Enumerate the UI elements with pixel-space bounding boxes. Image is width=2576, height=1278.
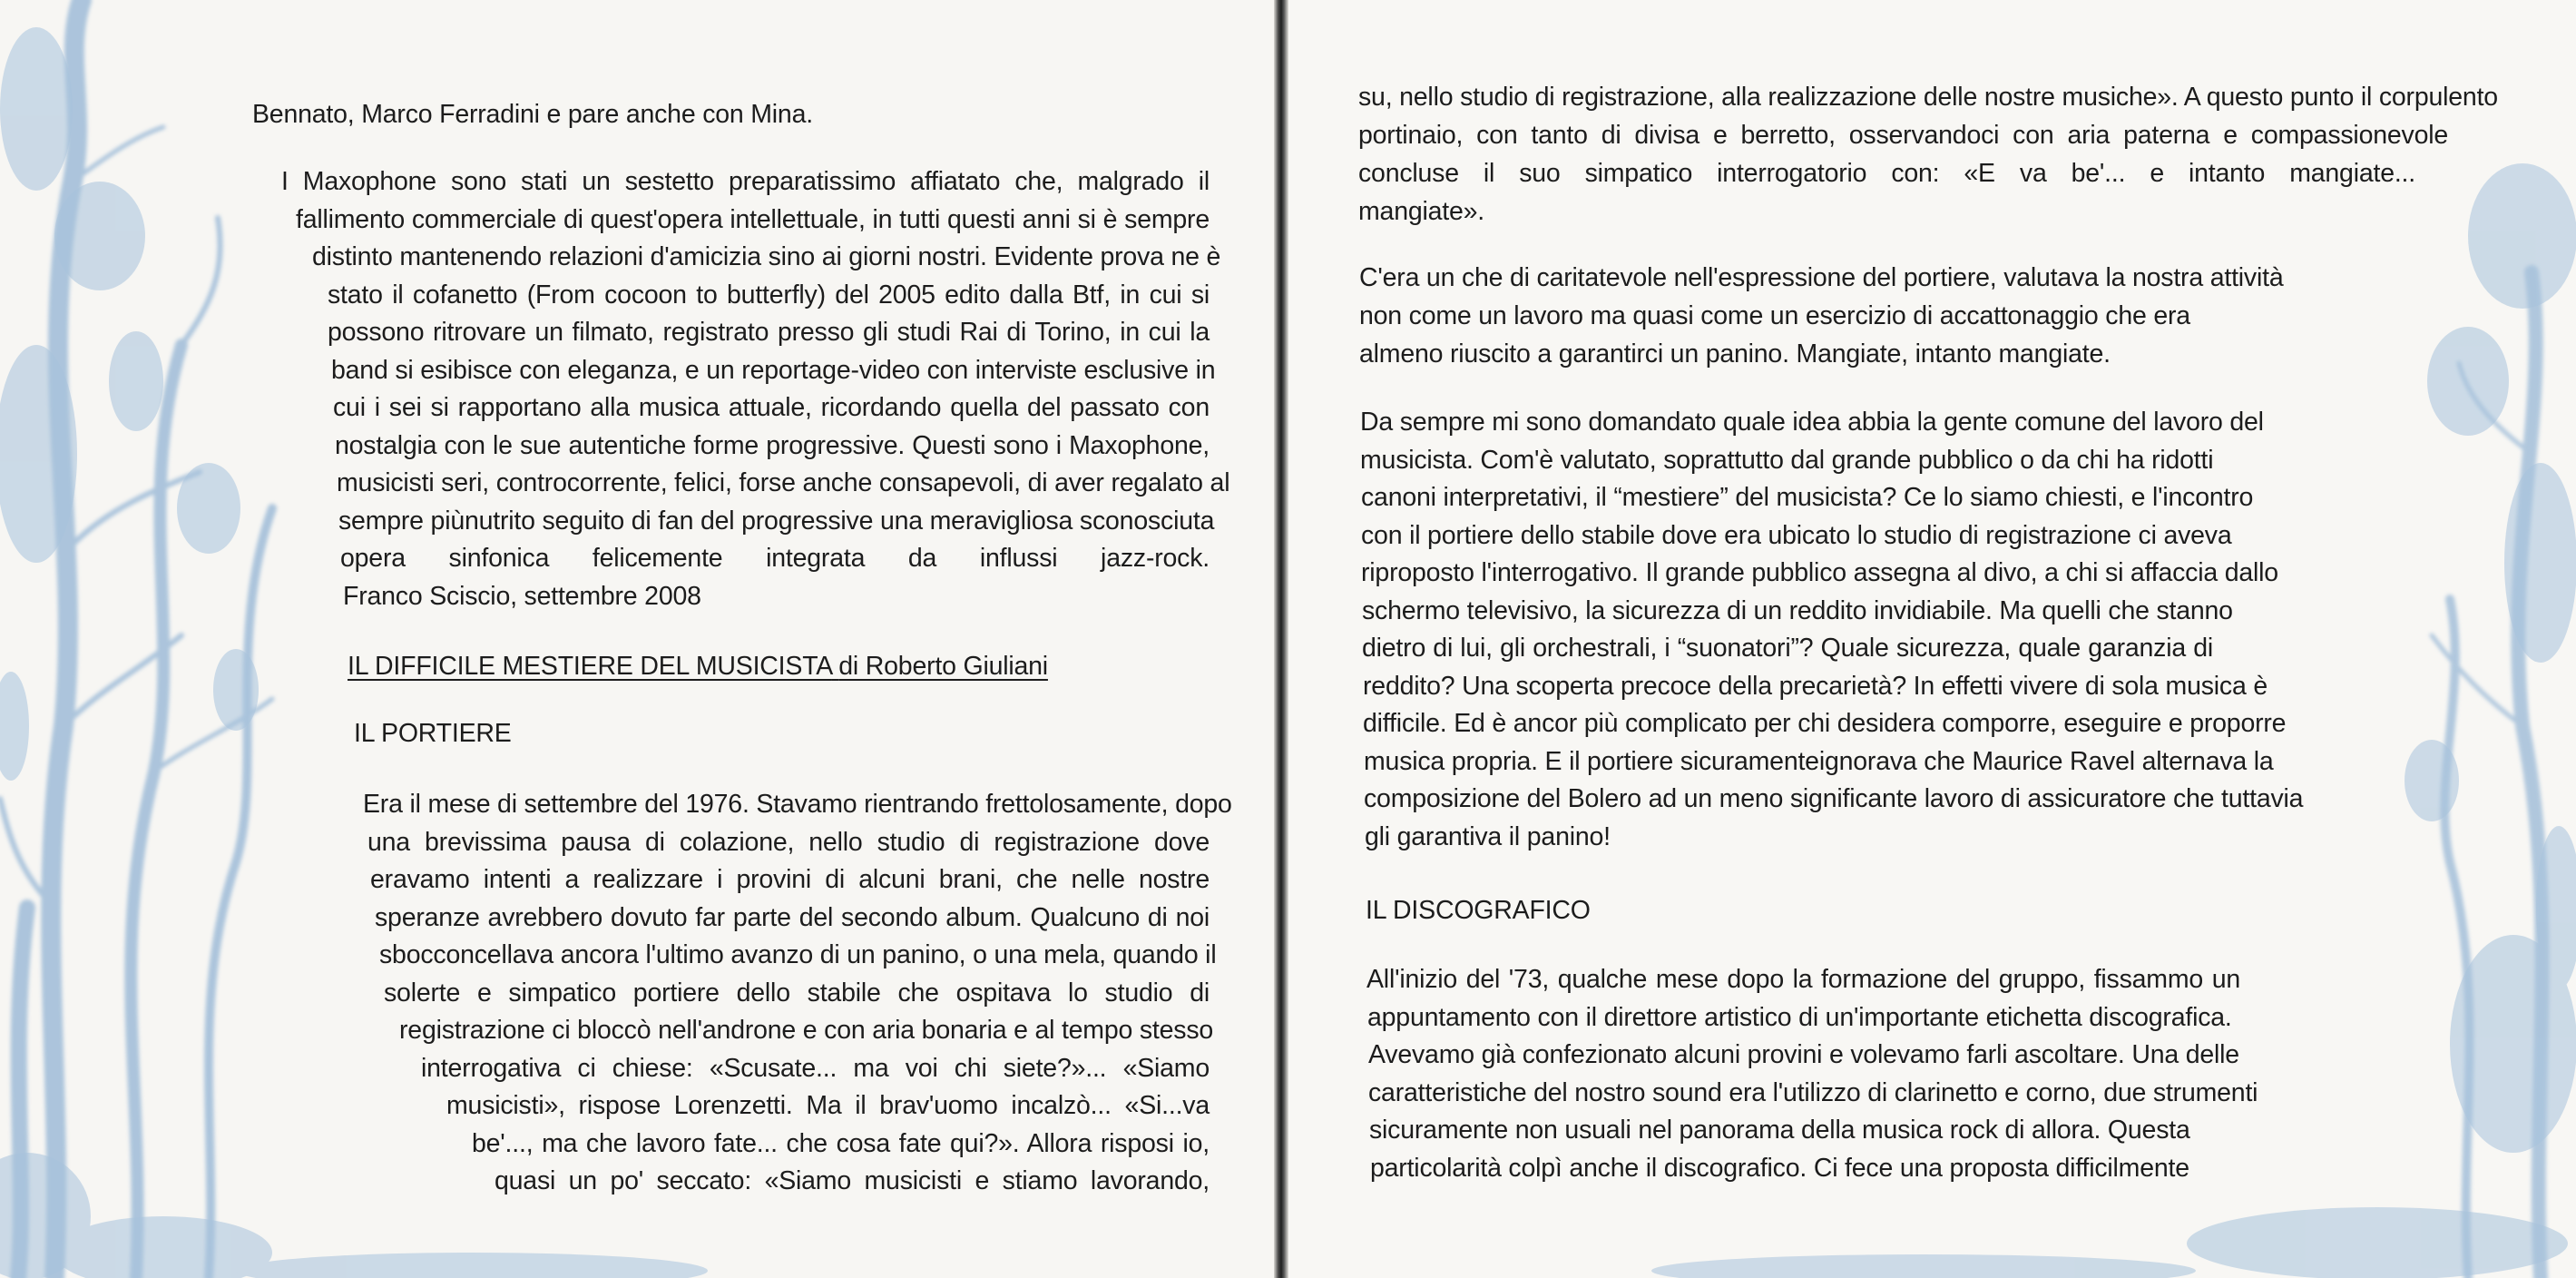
section-heading-portiere: [354, 715, 512, 753]
opening-line: [252, 96, 813, 134]
continuation-line: mangiate».: [1358, 197, 1485, 226]
review-line: opera sinfonica felicemente integrata da influssi jazz-rock.: [340, 544, 1210, 573]
portiere-line: musicisti», rispose Lorenzetti. Ma il brav'uomo incalzò... «Si...va: [446, 1091, 1210, 1120]
book-spine-gutter: [1274, 0, 1288, 1278]
portiere-line: be'..., ma che lavoro fate... che cosa fate qui?». Allora risposi io,: [472, 1128, 1210, 1158]
review-line: band si esibisce con eleganza, e un reportage-video con interviste esclusive in: [331, 355, 1216, 385]
right-page: [1288, 0, 2576, 1278]
article-title: [348, 648, 1048, 686]
idea-line: canoni interpretativi, il “mestiere” del musicista? Ce lo siamo chiesti, e l'incontro: [1361, 483, 2254, 512]
idea-line: schermo televisivo, la sicurezza di un reddito invidiabile. Ma quelli che stanno: [1362, 595, 2233, 625]
idea-line: composizione del Bolero ad un meno significante lavoro di assicuratore che tuttavia: [1364, 784, 2304, 813]
continuation-line: su, nello studio di registrazione, alla realizzazione delle nostre musiche». A questo punto il corpulento: [1358, 83, 2498, 112]
portiere-line: registrazione ci bloccò nell'androne e con aria bonaria e al tempo stesso: [399, 1016, 1214, 1045]
article-author: di Roberto Giuliani: [838, 652, 1048, 681]
portiere-line: Era il mese di settembre del 1976. Stavamo rientrando frettolosamente, dopo: [363, 790, 1232, 819]
review-line: sempre piùnutrito seguito di fan del progressive una meravigliosa sconosciuta: [338, 506, 1215, 536]
portiere-line: speranze avrebbero dovuto far parte del secondo album. Qualcuno di noi: [375, 902, 1210, 932]
review-line: I Maxophone sono stati un sestetto preparatissimo affiatato che, malgrado il: [281, 167, 1210, 196]
discografico-line: particolarità colpì anche il discografico. Ci fece una proposta difficilmente: [1370, 1153, 2189, 1183]
review-line: musicisti seri, controcorrente, felici, forse anche consapevoli, di aver regalato al: [337, 468, 1230, 497]
idea-line: gli garantiva il panino!: [1365, 821, 1611, 851]
idea-line: musicista. Com'è valutato, soprattutto dal grande pubblico o da chi ha ridotti: [1360, 445, 2214, 475]
charity-line: non come un lavoro ma quasi come un esercizio di accattonaggio che era: [1359, 301, 2190, 330]
idea-line: riproposto l'interrogativo. Il grande pubblico assegna al divo, a chi si affaccia dallo: [1361, 558, 2278, 587]
discografico-line: sicuramente non usuali nel panorama della musica rock di allora. Questa: [1369, 1116, 2190, 1145]
portiere-line: quasi un po' seccato: «Siamo musicisti e stiamo lavorando,: [495, 1166, 1210, 1195]
portiere-line: solerte e simpatico portiere dello stabile che ospitava lo studio di: [384, 978, 1210, 1008]
opening-line-text: Bennato, Marco Ferradini e pare anche con Mina.: [252, 100, 813, 129]
review-line: cui i sei si rapportano alla musica attuale, ricordando quella del passato con: [333, 393, 1210, 422]
idea-line: difficile. Ed è ancor più complicato per chi desidera comporre, eseguire e proporre: [1363, 709, 2287, 738]
portiere-line: sbocconcellava ancora l'ultimo avanzo di un panino, o una mela, quando il: [379, 940, 1217, 969]
section-heading-portiere-text: IL PORTIERE: [354, 719, 512, 748]
portiere-line: una brevissima pausa di colazione, nello studio di registrazione dove: [367, 827, 1210, 857]
idea-line: Da sempre mi sono domandato quale idea abbia la gente comune del lavoro del: [1360, 408, 2264, 437]
idea-line: musica propria. E il portiere sicuramenteignorava che Maurice Ravel alternava la: [1364, 746, 2274, 776]
charity-line: almeno riuscito a garantirci un panino. Mangiate, intanto mangiate.: [1359, 339, 2111, 369]
review-line: nostalgia con le sue autentiche forme progressive. Questi sono i Maxophone,: [335, 430, 1210, 460]
review-line: fallimento commerciale di quest'opera intellettuale, in tutti questi anni si è sempre: [296, 204, 1210, 234]
continuation-line: concluse il suo simpatico interrogatorio con: «E va be'... e intanto mangiate...: [1358, 159, 2415, 188]
portiere-line: eravamo intenti a realizzare i provini di alcuni brani, che nelle nostre: [370, 865, 1210, 894]
discografico-line: caratteristiche del nostro sound era l'utilizzo di clarinetto e corno, due strumenti: [1368, 1077, 2258, 1107]
section-heading-discografico-text: IL DISCOGRAFICO: [1366, 896, 1591, 925]
continuation-line: portinaio, con tanto di divisa e berretto, osservandoci con aria paterna e compassionevole: [1358, 121, 2448, 150]
discografico-line: All'inizio del '73, qualche mese dopo la formazione del gruppo, fissammo un: [1366, 965, 2240, 994]
signature: Franco Sciscio, settembre 2008: [343, 581, 701, 611]
idea-line: dietro di lui, gli orchestrali, i “suonatori”? Quale sicurezza, quale garanzia di: [1362, 634, 2213, 663]
charity-line: C'era un che di caritatevole nell'espressione del portiere, valutava la nostra attività: [1359, 263, 2284, 292]
review-line: possono ritrovare un filmato, registrato presso gli studi Rai di Torino, in cui la: [328, 318, 1210, 347]
review-line: distinto mantenendo relazioni d'amicizia sino ai giorni nostri. Evidente prova ne è: [312, 242, 1221, 271]
article-title-text: IL DIFFICILE MESTIERE DEL MUSICISTA: [348, 652, 832, 681]
left-page: [0, 0, 1274, 1278]
idea-line: reddito? Una scoperta precoce della precarietà? In effetti vivere di sola musica è: [1363, 671, 2267, 701]
discografico-line: Avevamo già confezionato alcuni provini e volevamo farli ascoltare. Una delle: [1368, 1040, 2239, 1069]
discografico-line: appuntamento con il direttore artistico di un'importante etichetta discografica.: [1367, 1002, 2232, 1032]
section-heading-discografico: [1366, 892, 1591, 930]
portiere-line: interrogativa ci chiese: «Scusate... ma voi chi siete?»... «Siamo: [421, 1053, 1210, 1083]
review-line: stato il cofanetto (From cocoon to butterfly) del 2005 edito dalla Btf, in cui si: [328, 280, 1210, 310]
idea-line: con il portiere dello stabile dove era ubicato lo studio di registrazione ci aveva: [1361, 520, 2232, 550]
